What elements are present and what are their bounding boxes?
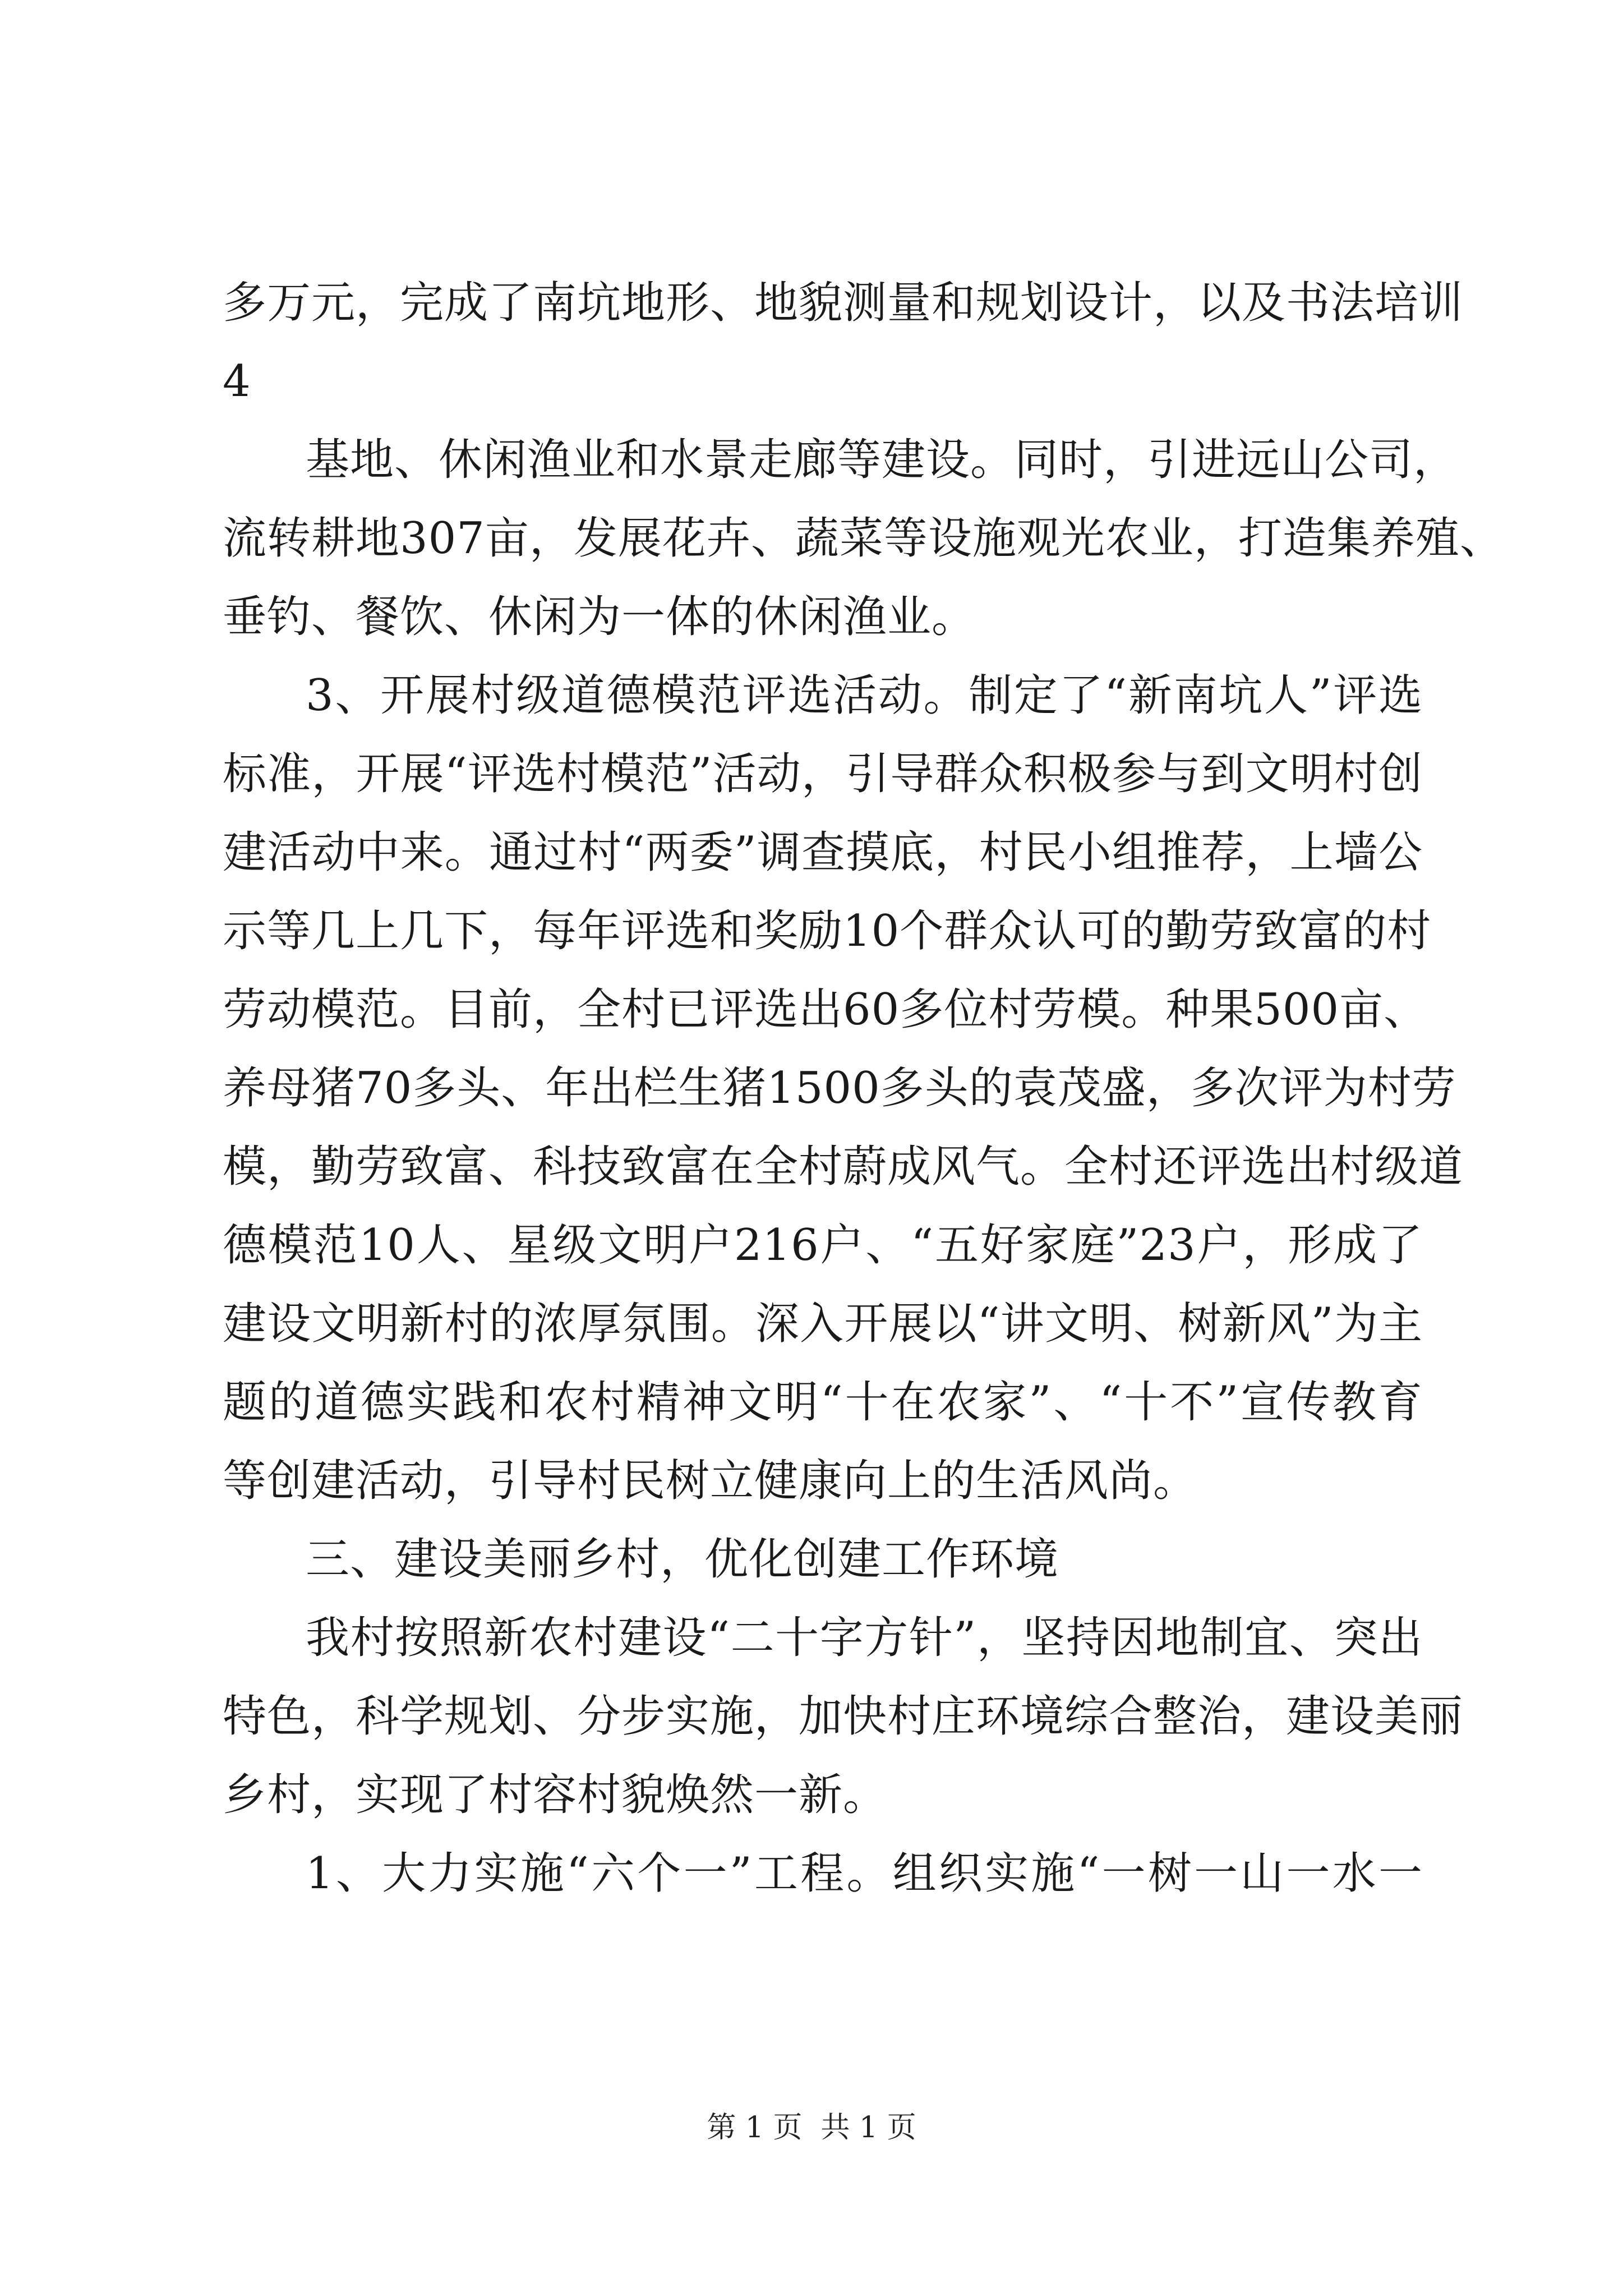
text-line: 特色，科学规划、分步实施，加快村庄环境综合整治，建设美丽 — [223, 1691, 1464, 1742]
body-text — [223, 264, 1504, 1913]
text-line: 多万元，完成了南坑地形、地貌测量和规划设计，以及书法培训 — [223, 278, 1464, 328]
section-heading: 三、建设美丽乡村，优化创建工作环境 — [306, 1534, 1059, 1585]
text-line: 建设文明新村的浓厚氛围。深入开展以“讲文明、树新风”为主 — [223, 1299, 1423, 1349]
text-line: 题的道德实践和农村精神文明“十在农家”、“十不”宣传教育 — [223, 1377, 1423, 1428]
text-line: 乡村，实现了村容村貌焕然一新。 — [223, 1770, 888, 1820]
text-line: 示等几上几下，每年评选和奖励10个群众认可的勤劳致富的村 — [223, 906, 1432, 956]
text-line: 劳动模范。目前，全村已评选出60多位村劳模。种果500亩、 — [223, 984, 1428, 1035]
text-line: 我村按照新农村建设“二十字方针”，坚持因地制宜、突出 — [306, 1613, 1423, 1663]
text-line: 3、开展村级道德模范评选活动。制定了“新南坑人”评选 — [306, 670, 1423, 721]
text-line: 等创建活动，引导村民树立健康向上的生活风尚。 — [223, 1456, 1198, 1506]
text-line: 模，勤劳致富、科技致富在全村蔚成风气。全村还评选出村级道 — [223, 1142, 1464, 1192]
text-line: 垂钓、餐饮、休闲为一体的休闲渔业。 — [223, 592, 976, 642]
text-line: 养母猪70多头、年出栏生猪1500多头的袁茂盛，多次评为村劳 — [223, 1063, 1456, 1114]
text-line: 标准，开展“评选村模范”活动，引导群众积极参与到文明村创 — [223, 749, 1423, 799]
text-line: 德模范10人、星级文明户216户、“五好家庭”23户，形成了 — [223, 1220, 1423, 1271]
text-line: 建活动中来。通过村“两委”调查摸底，村民小组推荐，上墙公 — [223, 827, 1423, 878]
text-line: 1、大力实施“六个一”工程。组织实施“一树一山一水一 — [306, 1848, 1423, 1899]
text-line: 基地、休闲渔业和水景走廊等建设。同时，引进远山公司， — [306, 435, 1458, 485]
text-line: 流转耕地307亩，发展花卉、蔬菜等设施观光农业，打造集养殖、 — [223, 513, 1504, 564]
text-line: 4 — [223, 356, 251, 407]
page-footer: 第 1 页 共 1 页 — [707, 2111, 916, 2145]
